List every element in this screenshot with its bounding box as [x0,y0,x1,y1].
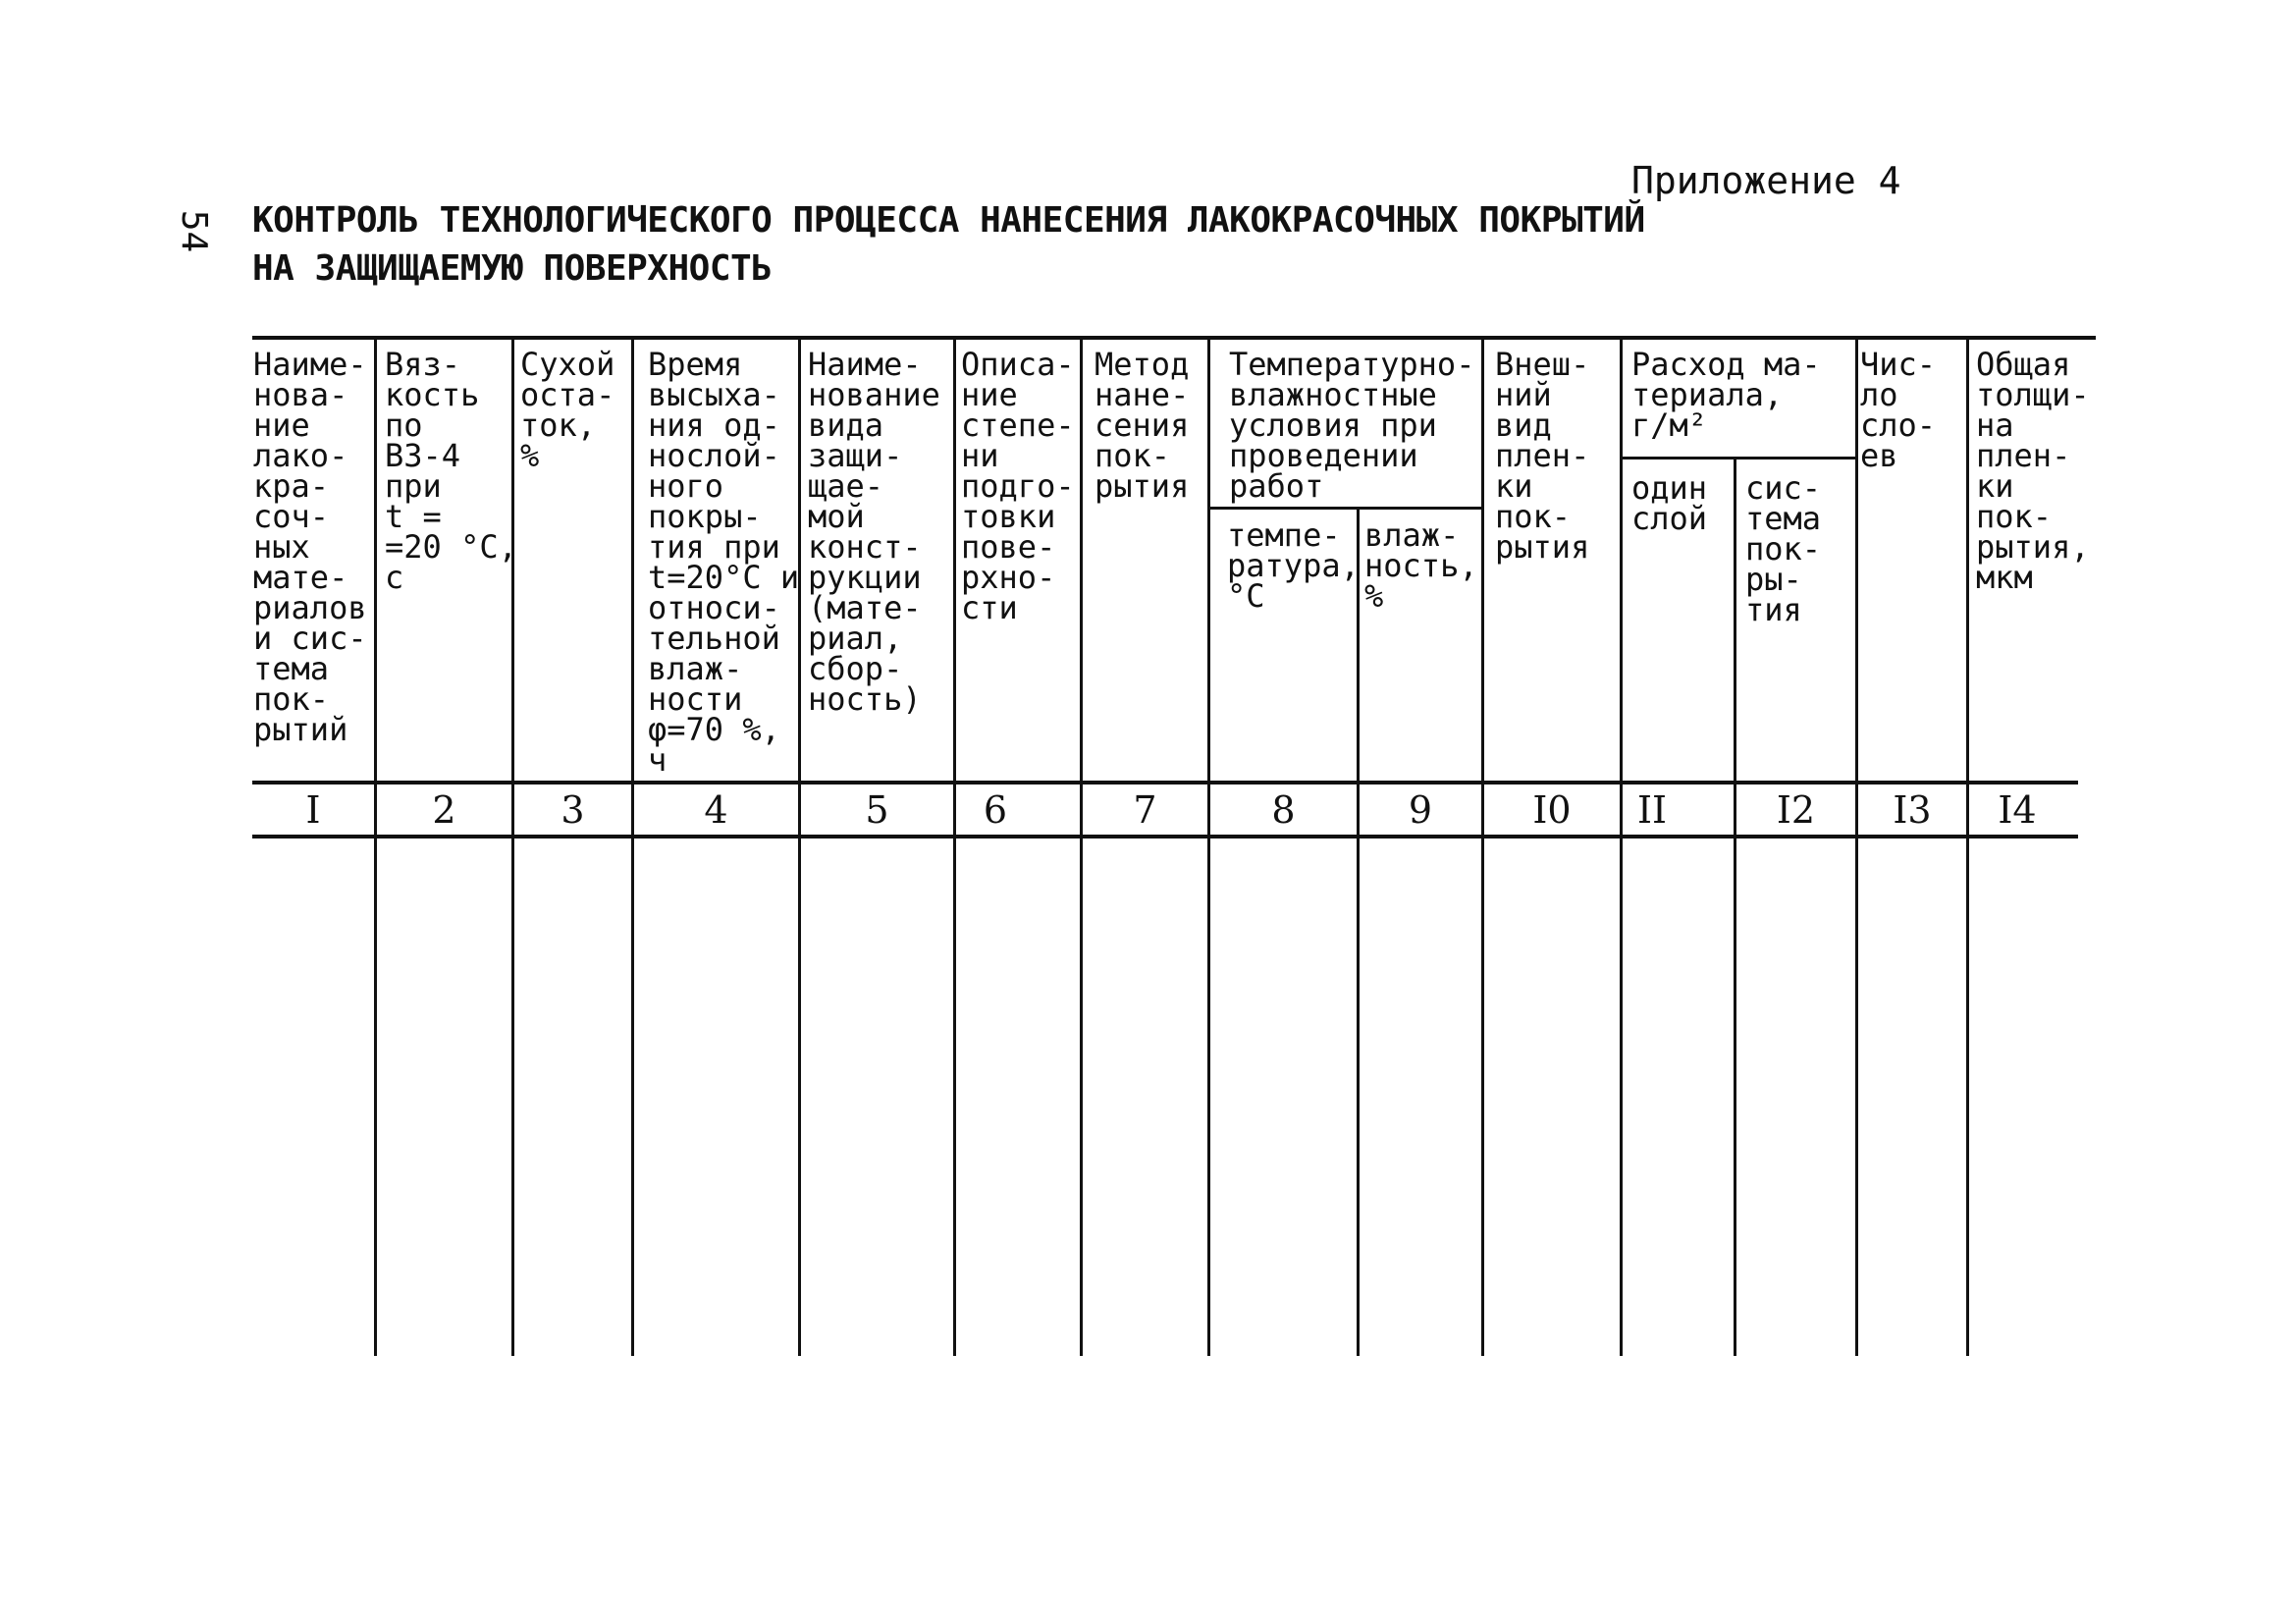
header-line: нане- [1095,376,1190,413]
header-line: ры- [1745,561,1802,598]
header-line: с [385,559,404,596]
header-line: плен- [1976,437,2071,474]
header-line: лако- [253,437,348,474]
header-line: Наиме- [808,346,922,383]
header-line: тема [1745,500,1822,537]
header-line: нослой- [648,437,780,474]
header-col-1 [253,346,367,748]
header-line: ний [1495,376,1552,413]
header-line: проведении [1229,437,1418,474]
header-line: и сис- [253,620,367,657]
header-line: Метод [1095,346,1190,383]
header-line: вид [1495,406,1552,444]
header-line: товки [961,498,1056,535]
header-line: щае- [808,467,884,505]
header-line: сис- [1745,469,1822,507]
col-divider-11 [1734,459,1736,1356]
header-line: Наиме- [253,346,367,383]
col-divider-13 [1966,340,1969,1356]
header-line: пок- [1095,437,1171,474]
col-divider-3 [631,340,634,1356]
header-col-7 [1095,346,1190,505]
header-line: °С [1227,577,1265,615]
header-line: рытия [1095,467,1190,505]
header-line: рхно- [961,559,1056,596]
col-divider-7 [1207,340,1210,1356]
numbers-bottom-rule [252,835,2078,839]
header-line: Общая [1976,346,2071,383]
header-line: пок- [1495,498,1572,535]
header-line: рукции [808,559,922,596]
header-line: покры- [648,498,762,535]
header-line: ч [648,741,667,779]
header-col-13 [1860,346,1937,474]
header-group-consumption [1631,346,1821,444]
header-col-11 [1631,469,1708,537]
col-divider-5 [953,340,956,1356]
header-line: ных [253,528,310,566]
header-line: =20 °С, [385,528,517,566]
header-line: ни [961,437,999,474]
header-line: ность, [1364,547,1478,584]
header-line: φ=70 %, [648,711,780,748]
column-number: 4 [704,788,728,832]
header-line: ние [961,376,1018,413]
header-col-9 [1364,516,1478,615]
header-line: плен- [1495,437,1590,474]
column-number: I [305,788,321,832]
header-line: ев [1860,437,1898,474]
header-line: t=20°С и [648,559,800,596]
header-line: ния од- [648,406,780,444]
header-line: ки [1495,467,1533,505]
header-line: по [385,406,423,444]
header-line: влаж- [1364,516,1460,554]
header-line: (мате- [808,589,922,626]
header-col-4 [648,346,800,779]
header-line: при [385,467,442,505]
header-line: на [1976,406,2014,444]
header-group-temperature [1229,346,1475,505]
header-col-6 [961,346,1075,626]
page-title-line-1: КОНТРОЛЬ ТЕХНОЛОГИЧЕСКОГО ПРОЦЕССА НАНЕСЕНИЯ ЛАКОКРАСОЧНЫХ ПОКРЫТИЙ [252,200,1645,241]
header-line: % [520,437,540,474]
col-divider-10 [1620,340,1623,1356]
header-line: ности [648,680,743,718]
header-line: Вяз- [385,346,461,383]
header-col-10 [1495,346,1590,566]
col-divider-9 [1481,340,1484,1356]
header-line: мой [808,498,865,535]
header-line: слой [1631,500,1708,537]
header-line: % [1364,577,1384,615]
temp-group-rule [1207,507,1481,510]
header-line: соч- [253,498,330,535]
header-line: Сухой [520,346,615,383]
header-bottom-rule [252,781,2078,784]
header-line: вида [808,406,884,444]
header-line: толщи- [1976,376,2090,413]
header-line: ки [1976,467,2014,505]
header-line: высыха- [648,376,780,413]
header-line: пове- [961,528,1056,566]
header-col-8 [1227,516,1360,615]
column-number: 3 [561,788,585,832]
header-line: кра- [253,467,330,505]
column-number: I3 [1893,788,1932,832]
header-line: рытия, [1976,528,2090,566]
appendix-label: Приложение 4 [1631,159,1901,202]
header-line: рытия [1495,528,1590,566]
header-line: условия при [1229,406,1437,444]
header-line: ток, [520,406,597,444]
header-line: оста- [520,376,615,413]
rate-group-rule [1620,457,1855,460]
page-number: 54 [174,209,215,253]
header-line: Время [648,346,743,383]
column-number: I4 [1998,788,2037,832]
header-line: работ [1229,467,1324,505]
header-line: сбор- [808,650,903,687]
header-line: мате- [253,559,348,596]
column-number: 7 [1133,788,1157,832]
header-line: тия [1745,591,1802,628]
header-line: сения [1095,406,1190,444]
table-top-rule [252,336,2096,340]
header-line: ность) [808,680,922,718]
header-col-14 [1976,346,2090,596]
header-line: териала, [1631,376,1784,413]
header-line: Температурно- [1229,346,1475,383]
header-line: сло- [1860,406,1937,444]
header-col-2 [385,346,517,596]
header-line: тельной [648,620,780,657]
header-line: степе- [961,406,1075,444]
header-line: ратура, [1227,547,1360,584]
header-line: ного [648,467,724,505]
header-line: t = [385,498,442,535]
header-line: сти [961,589,1018,626]
header-line: тия при [648,528,780,566]
header-line: мкм [1976,559,2033,596]
header-line: защи- [808,437,903,474]
header-line: влаж- [648,650,743,687]
header-line: риал, [808,620,903,657]
header-line: Расход ма- [1631,346,1821,383]
header-line: кость [385,376,480,413]
header-line: темпе- [1227,516,1341,554]
column-number: 6 [983,788,1008,832]
header-col-5 [808,346,940,718]
header-line: пок- [1976,498,2053,535]
header-line: подго- [961,467,1075,505]
header-col-3 [520,346,615,474]
col-divider-6 [1080,340,1083,1356]
header-line: Внеш- [1495,346,1590,383]
header-line: рытий [253,711,348,748]
header-line: влажностные [1229,376,1437,413]
col-divider-1 [374,340,377,1356]
header-line: Чис- [1860,346,1937,383]
column-number: I2 [1776,788,1816,832]
column-number: 5 [865,788,889,832]
header-col-12 [1745,469,1822,628]
header-line: риалов [253,589,367,626]
column-number: 2 [432,788,456,832]
header-line: тема [253,650,330,687]
header-line: пок- [1745,530,1822,568]
header-line: ние [253,406,310,444]
header-line: относи- [648,589,780,626]
header-line: Описа- [961,346,1075,383]
header-line: нова- [253,376,348,413]
column-number: II [1636,788,1668,832]
column-number: 9 [1408,788,1433,832]
header-line: ВЗ-4 [385,437,461,474]
page-title-line-2: НА ЗАЩИЩАЕМУЮ ПОВЕРХНОСТЬ [252,248,773,289]
header-line: один [1631,469,1708,507]
header-line: ло [1860,376,1898,413]
header-line: пок- [253,680,330,718]
header-line: нование [808,376,940,413]
header-line: г/м² [1631,406,1708,444]
header-line: конст- [808,528,922,566]
col-divider-12 [1855,340,1858,1356]
column-number: 8 [1271,788,1296,832]
column-number: I0 [1532,788,1572,832]
col-divider-8 [1357,509,1360,1356]
